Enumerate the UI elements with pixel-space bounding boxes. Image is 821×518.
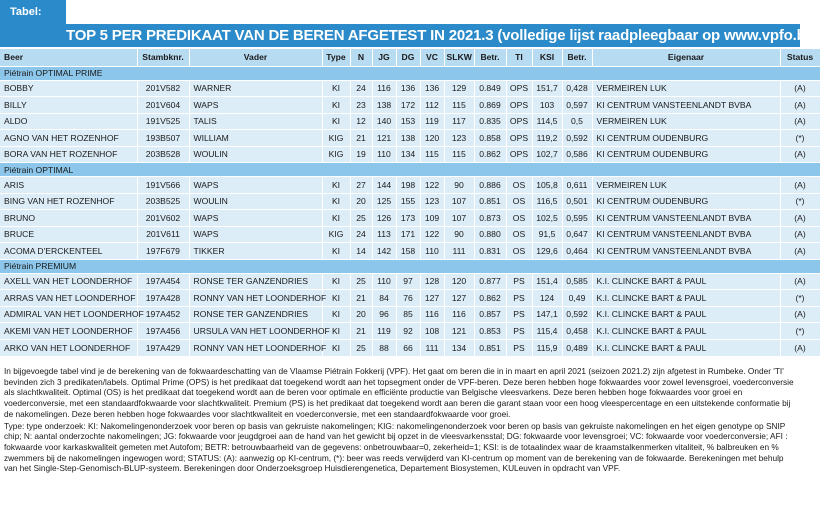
table-cell: K.I. CLINCKE BART & PAUL [592,290,780,307]
table-cell: 25 [350,339,372,356]
table-cell: RONNY VAN HET LOONDERHOF [189,290,322,307]
table-cell: 20 [350,306,372,323]
table-cell: 0.858 [474,130,506,147]
table-cell: 0,489 [562,339,592,356]
table-cell: 0.886 [474,177,506,194]
column-header-betr: Betr. [474,49,506,66]
table-cell: RONNY VAN HET LOONDERHOF [189,339,322,356]
table-cell: 0,458 [562,323,592,340]
table-cell: 115,9 [532,339,562,356]
table-cell: 193B507 [137,130,189,147]
table-cell: 102,5 [532,210,562,227]
table-cell: (*) [780,130,820,147]
table-cell: 122 [420,226,444,243]
table-cell: RONSE TER GANZENDRIES [189,273,322,290]
table-cell: 91,5 [532,226,562,243]
table-cell: AGNO VAN HET ROZENHOF [0,130,137,147]
table-cell: 142 [372,243,396,260]
table-cell: 96 [372,306,396,323]
column-header-dg: DG [396,49,420,66]
table-cell: 20 [350,193,372,210]
table-cell: 127 [420,290,444,307]
table-cell: 114,5 [532,113,562,130]
table-cell: 0,464 [562,243,592,260]
table-cell: 24 [350,80,372,97]
section-header-row [0,163,820,177]
table-cell: WAPS [189,177,322,194]
description-text [4,366,796,475]
table-cell: 201V582 [137,80,189,97]
table-cell: 108 [420,323,444,340]
table-cell: PS [506,306,532,323]
description-paragraph-legend: Type: type onderzoek: KI: Nakomelingenonderzoek voor beren op basis van gekruiste nakomelingen; KIG: nakomelingenonderzoek voor beren op basis van gekruiste nakomelingen en het eigen genotype op SNIP chip; N: aantal onderzochte nakomelingen; JG: fokwaarde voor jeugdgroei aan de hand van het gewicht bij opzet in de vleesvarkensstal; DG: fokwaarde voor levensgroei; VC: fokwaarde voor voederconversie; AFI : fokwaarde voor karkaskwaliteit gemeten met Autofom; BETR: betrouwbaarheid van de gegevens: onbetrouwbaar=0, zekerheid=1; KSI: is de totaalindex waar de kraamstalkenmerken vitaliteit, % balbreuken en % zwemmers bij de nakomelingen ingewogen word; STATUS: (A): aanwezig op KI-centrum, (*): beer was reeds verwijderd van KI-centrum op moment van de berekening van de fokwaarde. Berekeningen met behulp van het Single-Step-Genomisch-BLUP-systeem. Berekeningen door Onderzoeksgroep Huisdierengenetica, Departement Biosystemen, KULeuven in opdracht van VPF. [4,420,788,474]
table-cell: K.I. CLINCKE BART & PAUL [592,306,780,323]
section-title: Piétrain OPTIMAL [0,163,820,177]
table-cell: BOBBY [0,80,137,97]
table-header-row [0,49,820,66]
table-cell: 0,49 [562,290,592,307]
table-cell: WOULIN [189,193,322,210]
table-cell: 197A428 [137,290,189,307]
table-cell: 171 [396,226,420,243]
table-cell: OS [506,177,532,194]
table-cell: (A) [780,306,820,323]
table-cell: 115 [420,146,444,163]
column-header-vader: Vader [189,49,322,66]
table-cell: ADMIRAL VAN HET LOONDERHOF [0,306,137,323]
table-cell: (A) [780,80,820,97]
column-header-stambknr: Stambknr. [137,49,189,66]
table-cell: URSULA VAN HET LOONDERHOF [189,323,322,340]
table-cell: (A) [780,97,820,114]
table-cell: 116,5 [532,193,562,210]
table-cell: 0.869 [474,97,506,114]
table-cell: 110 [420,243,444,260]
table-cell: 155 [396,193,420,210]
table-cell: KI [322,210,350,227]
column-header-n: N [350,49,372,66]
table-cell: WAPS [189,97,322,114]
table-cell: KI [322,97,350,114]
table-cell: KI [322,113,350,130]
table-cell: KI [322,290,350,307]
table-cell: (*) [780,290,820,307]
table-cell: 125 [372,193,396,210]
table-cell: 172 [396,97,420,114]
table-cell: OPS [506,146,532,163]
table-cell: KI [322,323,350,340]
table-cell: ARIS [0,177,137,194]
table-cell: ALDO [0,113,137,130]
table-cell: 123 [444,130,474,147]
table-cell: 0,611 [562,177,592,194]
table-cell: KI CENTRUM OUDENBURG [592,193,780,210]
table-cell: AXELL VAN HET LOONDERHOF [0,273,137,290]
table-title: TOP 5 PER PREDIKAAT VAN DE BEREN AFGETEST IN 2021.3 (volledige lijst raadpleegbaar op www.vpfo.be) [0,24,800,47]
table-cell: (A) [780,146,820,163]
table-cell: 129,6 [532,243,562,260]
table-cell: 191V525 [137,113,189,130]
table-cell: 19 [350,146,372,163]
table-cell: KIG [322,146,350,163]
table-cell: 119,2 [532,130,562,147]
table-cell: 92 [396,323,420,340]
table-cell: KI [322,273,350,290]
table-cell: KI CENTRUM VANSTEENLANDT BVBA [592,210,780,227]
table-cell: 203B528 [137,146,189,163]
table-cell: 0,586 [562,146,592,163]
table-cell: 201V604 [137,97,189,114]
table-cell: 115 [444,146,474,163]
table-cell: TALIS [189,113,322,130]
table-row [0,80,820,97]
table-cell: RONSE TER GANZENDRIES [189,306,322,323]
table-cell: (A) [780,177,820,194]
table-cell: OS [506,243,532,260]
table-cell: 116 [444,306,474,323]
table-cell: 197A429 [137,339,189,356]
column-header-slkw: SLKW [444,49,474,66]
table-cell: KI [322,339,350,356]
table-cell: 0,501 [562,193,592,210]
table-cell: 0.877 [474,273,506,290]
table-cell: 23 [350,97,372,114]
table-cell: VERMEIREN LUK [592,80,780,97]
table-cell: BING VAN HET ROZENHOF [0,193,137,210]
table-cell: 97 [396,273,420,290]
section-title: Piétrain OPTIMAL PRIME [0,66,820,80]
table-cell: 173 [396,210,420,227]
table-cell: WAPS [189,210,322,227]
table-cell: PS [506,290,532,307]
table-cell: 115 [444,97,474,114]
table-cell: 140 [372,113,396,130]
table-cell: ARRAS VAN HET LOONDERHOF [0,290,137,307]
table-cell: 0.831 [474,243,506,260]
table-row [0,97,820,114]
table-cell: 88 [372,339,396,356]
table-cell: 197A456 [137,323,189,340]
table-cell: 197F679 [137,243,189,260]
table-cell: 0.849 [474,80,506,97]
table-cell: 105,8 [532,177,562,194]
table-cell: 134 [444,339,474,356]
table-cell: BRUNO [0,210,137,227]
table-cell: 66 [396,339,420,356]
table-cell: OS [506,193,532,210]
table-cell: 198 [396,177,420,194]
section-header-row [0,259,820,273]
table-row [0,290,820,307]
column-header-betr-ksi: Betr. [562,49,592,66]
table-cell: 0,592 [562,130,592,147]
table-cell: K.I. CLINCKE BART & PAUL [592,339,780,356]
table-cell: 201V611 [137,226,189,243]
table-cell: KI CENTRUM VANSTEENLANDT BVBA [592,243,780,260]
table-cell: (A) [780,339,820,356]
table-cell: 0.873 [474,210,506,227]
table-cell: KI [322,193,350,210]
table-cell: (A) [780,273,820,290]
table-row [0,306,820,323]
table-cell: 134 [396,146,420,163]
table-row [0,339,820,356]
table-row [0,243,820,260]
table-cell: 0.862 [474,290,506,307]
table-cell: 110 [372,146,396,163]
table-cell: 122 [420,177,444,194]
table-cell: 119 [372,323,396,340]
table-cell: AKEMI VAN HET LOONDERHOF [0,323,137,340]
table-cell: PS [506,323,532,340]
table-cell: (*) [780,193,820,210]
table-cell: PS [506,339,532,356]
table-cell: VERMEIREN LUK [592,177,780,194]
table-cell: VERMEIREN LUK [592,113,780,130]
table-cell: 129 [444,80,474,97]
column-header-type: Type [322,49,350,66]
table-cell: KI [322,306,350,323]
table-cell: 102,7 [532,146,562,163]
table-cell: WOULIN [189,146,322,163]
table-cell: 144 [372,177,396,194]
table-cell: 136 [420,80,444,97]
table-cell: 112 [420,97,444,114]
column-header-ti: TI [506,49,532,66]
table-cell: 0,592 [562,306,592,323]
table-cell: 121 [444,323,474,340]
table-cell: OPS [506,97,532,114]
table-row [0,146,820,163]
section-header-row [0,66,820,80]
table-cell: 0,647 [562,226,592,243]
table-row [0,193,820,210]
table-cell: 151,7 [532,80,562,97]
table-cell: 116 [372,80,396,97]
table-cell: 21 [350,290,372,307]
table-cell: KI CENTRUM OUDENBURG [592,130,780,147]
table-cell: 0.851 [474,339,506,356]
table-cell: 85 [396,306,420,323]
table-cell: 128 [420,273,444,290]
table-cell: KI CENTRUM VANSTEENLANDT BVBA [592,97,780,114]
column-header-ksi: KSI [532,49,562,66]
table-row [0,113,820,130]
table-row [0,210,820,227]
table-cell: 120 [444,273,474,290]
table-cell: 201V602 [137,210,189,227]
table-tag: Tabel: [0,0,66,24]
table-cell: 107 [444,210,474,227]
table-cell: 0.835 [474,113,506,130]
table-cell: 111 [420,339,444,356]
table-cell: 119 [420,113,444,130]
table-row [0,177,820,194]
table-cell: 111 [444,243,474,260]
table-cell: 197A452 [137,306,189,323]
table-cell: KIG [322,226,350,243]
table-cell: 103 [532,97,562,114]
table-cell: 151,4 [532,273,562,290]
table-cell: OPS [506,113,532,130]
table-cell: BORA VAN HET ROZENHOF [0,146,137,163]
table-cell: 0,5 [562,113,592,130]
table-cell: 113 [372,226,396,243]
table-cell: (A) [780,210,820,227]
table-cell: 153 [396,113,420,130]
table-cell: 121 [372,130,396,147]
table-cell: 158 [396,243,420,260]
column-header-status: Status [780,49,820,66]
column-header-beer: Beer [0,49,137,66]
table-cell: 127 [444,290,474,307]
table-row [0,130,820,147]
table-cell: OS [506,226,532,243]
table-cell: 90 [444,177,474,194]
boar-ranking-table [0,49,821,356]
table-cell: KI [322,177,350,194]
table-cell: 136 [396,80,420,97]
table-cell: 0.862 [474,146,506,163]
column-header-jg: JG [372,49,396,66]
table-cell: K.I. CLINCKE BART & PAUL [592,273,780,290]
table-cell: 0.880 [474,226,506,243]
table-cell: 109 [420,210,444,227]
table-cell: 147,1 [532,306,562,323]
table-cell: 117 [444,113,474,130]
table-cell: 123 [420,193,444,210]
table-cell: 0,595 [562,210,592,227]
table-cell: 124 [532,290,562,307]
table-body [0,66,820,356]
table-cell: ARKO VAN HET LOONDERHOF [0,339,137,356]
table-cell: WILLIAM [189,130,322,147]
section-title: Piétrain PREMIUM [0,259,820,273]
table-cell: 0.851 [474,193,506,210]
table-cell: WAPS [189,226,322,243]
table-cell: 138 [396,130,420,147]
table-cell: KI CENTRUM VANSTEENLANDT BVBA [592,226,780,243]
table-cell: 0,585 [562,273,592,290]
table-row [0,273,820,290]
table-cell: BRUCE [0,226,137,243]
table-cell: TIKKER [189,243,322,260]
table-cell: 0,597 [562,97,592,114]
table-cell: 203B525 [137,193,189,210]
table-cell: 0.853 [474,323,506,340]
table-cell: 120 [420,130,444,147]
table-cell: PS [506,273,532,290]
table-cell: 138 [372,97,396,114]
table-cell: 21 [350,130,372,147]
table-cell: WARNER [189,80,322,97]
table-cell: K.I. CLINCKE BART & PAUL [592,323,780,340]
table-cell: 115,4 [532,323,562,340]
table-cell: 0,428 [562,80,592,97]
table-cell: OS [506,210,532,227]
table-cell: (A) [780,243,820,260]
table-cell: KIG [322,130,350,147]
table-cell: 197A454 [137,273,189,290]
table-cell: 14 [350,243,372,260]
table-cell: KI [322,243,350,260]
table-cell: (A) [780,113,820,130]
table-cell: 12 [350,113,372,130]
table-cell: 110 [372,273,396,290]
table-cell: 24 [350,226,372,243]
table-cell: OPS [506,130,532,147]
table-cell: ACOMA D'ERCKENTEEL [0,243,137,260]
table-cell: 84 [372,290,396,307]
table-cell: 107 [444,193,474,210]
table-cell: 27 [350,177,372,194]
table-cell: BILLY [0,97,137,114]
description-paragraph-intro: In bijgevoegde tabel vind je de berekening van de fokwaardeschatting van de Vlaamse Piétrain Fokkerij (VPF). Het gaat om beren die in in maart en april 2021 (seizoen 2021.2) zijn afgetest in Rumbeke. Onder 'TI' bevinden zich 3 predikaten/labels. Optimal Prime (OPS) is het predikaat dat toegekend wordt aan het topsegment onder de VPF-beren. Deze beren hebben hoge fokwaardes voor zowel levensgroei, voederconversie als slachtkwaliteit. Optimal (OS) is het predikaat dat toegekend wordt aan de beren voor optimale en efficiënte productie van Belgische vleesvarkens. Deze beren hebben hoge fokwaardes voor groei en voederconversie, met een standaardfokwaarde voor slachtkwaliteit. Premium (PS) is het predikaat dat toegekend wordt aan beren die garant staan voor een hoog vleespercentage en een uitstekende conformatie bij de nakomelingen. Deze beren hebben hoge fokwaardes voor slachtkwaliteit en voederconversie, met een standaardfokwaarde voor groei. [4,366,794,419]
table-cell: 25 [350,273,372,290]
table-cell: 25 [350,210,372,227]
column-header-vc: VC [420,49,444,66]
table-cell: 116 [420,306,444,323]
table-cell: KI [322,80,350,97]
table-cell: (*) [780,323,820,340]
table-row [0,226,820,243]
table-cell: 191V566 [137,177,189,194]
table-cell: 76 [396,290,420,307]
table-cell: 0.857 [474,306,506,323]
table-cell: 21 [350,323,372,340]
table-cell: 90 [444,226,474,243]
table-cell: OPS [506,80,532,97]
table-cell: (A) [780,226,820,243]
table-cell: 126 [372,210,396,227]
table-cell: KI CENTRUM OUDENBURG [592,146,780,163]
table-row [0,323,820,340]
column-header-eigenaar: Eigenaar [592,49,780,66]
